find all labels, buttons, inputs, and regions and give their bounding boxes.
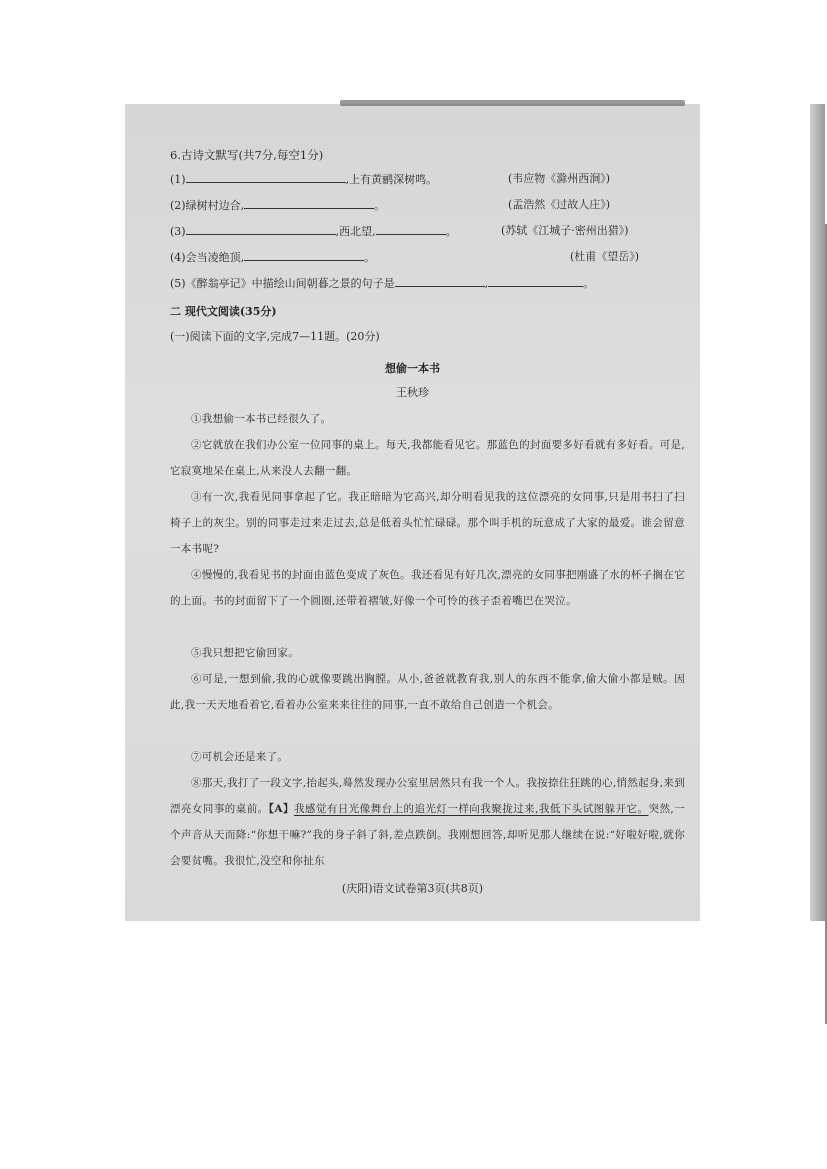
q6-item-5: [170, 276, 594, 291]
paragraph-8-end: 突然,一个声音从天而降:“你想干嘛?”我的身子斜了斜,差点跌倒。我刚想回答,却听见那人继续在说:“好啦好啦,就你会要贫嘴。我很忙,没空和你扯东: [170, 803, 686, 867]
q6-item-3: [170, 224, 457, 239]
underlined-sentence: 我感觉有日光像舞台上的追光灯一样向我聚拢过来,我低下头试图躲开它。: [293, 803, 649, 815]
q6-item-2: [170, 198, 385, 213]
paragraph-8: [170, 770, 685, 874]
section-instruction: (一)阅读下面的文字,完成7—11题。(20分): [170, 330, 380, 343]
paragraph-5: ⑤我只想把它偷回家。: [191, 647, 299, 659]
item-num: (2): [170, 199, 186, 212]
answer-blank[interactable]: [244, 250, 364, 261]
section-heading: 二 现代文阅读(35分): [170, 305, 277, 318]
answer-blank[interactable]: [488, 276, 583, 287]
item-num: (3): [170, 225, 186, 238]
item-sep: ,: [484, 277, 489, 290]
q6-heading: 6.古诗文默写(共7分,每空1分): [170, 148, 324, 162]
article-author: 王秋珍: [396, 386, 429, 399]
item-text: ,西北望,: [335, 225, 376, 238]
paragraph-7: ⑦可机会还是来了。: [191, 751, 289, 763]
answer-blank[interactable]: [376, 224, 446, 235]
exam-content: [125, 104, 700, 921]
item-text-end: 。: [445, 225, 457, 238]
item-text: ,上有黄鹂深树鸣。: [345, 173, 438, 186]
answer-blank[interactable]: [186, 172, 346, 183]
scanned-page: [125, 104, 700, 921]
answer-blank[interactable]: [186, 224, 336, 235]
q6-source-1: (韦应物《滁州西涧》): [508, 172, 611, 185]
item-num: (1): [170, 173, 186, 186]
q6-source-4: (杜甫《望岳》): [570, 250, 640, 263]
q6-source-3: (苏轼《江城子·密州出猎》): [501, 224, 629, 237]
paragraph-8-start: ⑧那天,我打了一段文字,抬起头,蓦然发现办公室里居然只有我一个人。我按捺住狂跳的心,悄然起身,来到漂亮女同事的桌前。: [170, 777, 685, 815]
item-text: 会当凌绝顶,: [185, 251, 245, 264]
q6-item-1: [170, 172, 437, 187]
item-text: 绿树村边合,: [185, 199, 245, 212]
q6-item-4: [170, 250, 375, 265]
q6-source-2: (孟浩然《过故人庄》): [508, 198, 611, 211]
item-text-end: 。: [583, 277, 595, 290]
article-title: 想偷一本书: [385, 362, 440, 375]
paragraph-4: ④慢慢的,我看见书的封面由蓝色变成了灰色。我还看见有好几次,漂亮的女同事把刚盛了水的杯子搁在它的上面。书的封面留下了一个圆圈,还带着褶皱,好像一个可怜的孩子歪着嘴巴在哭泣。: [170, 569, 685, 607]
answer-blank[interactable]: [244, 198, 374, 209]
item-num: (5): [170, 277, 186, 290]
paragraph-2: ②它就放在我们办公室一位同事的桌上。每天,我都能看见它。那蓝色的封面要多好看就有多好看。可是,它寂寞地呆在桌上,从来没人去翻一翻。: [170, 439, 685, 477]
paragraph-6: ⑥可是,一想到偷,我的心就像要跳出胸膛。从小,爸爸就教育我,别人的东西不能拿,偷大偷小都是贼。因此,我一天天地看着它,看着办公室来来往往的同事,一直不敢给自己创造一个机会。: [170, 673, 685, 711]
page-shadow: [810, 104, 825, 921]
paragraph-3: ③有一次,我看见同事拿起了它。我正暗暗为它高兴,却分明看见我的这位漂亮的女同事,只是用书扫了扫椅子上的灰尘。别的同事走过来走过去,总是低着头忙忙碌碌。那个叫手机的玩意成了大家的最爱。谁会留意一本书呢?: [170, 491, 685, 555]
item-num: (4): [170, 251, 186, 264]
item-text-end: 。: [364, 251, 376, 264]
page-footer: (庆阳)语文试卷第3页(共8页): [341, 882, 484, 895]
paragraph-1: ①我想偷一本书已经很久了。: [191, 413, 332, 425]
item-text: 《醉翁亭记》中描绘山间朝暮之景的句子是: [185, 277, 395, 290]
item-text-end: 。: [374, 199, 386, 212]
marker-a: 【A】: [268, 803, 294, 815]
answer-blank[interactable]: [395, 276, 485, 287]
